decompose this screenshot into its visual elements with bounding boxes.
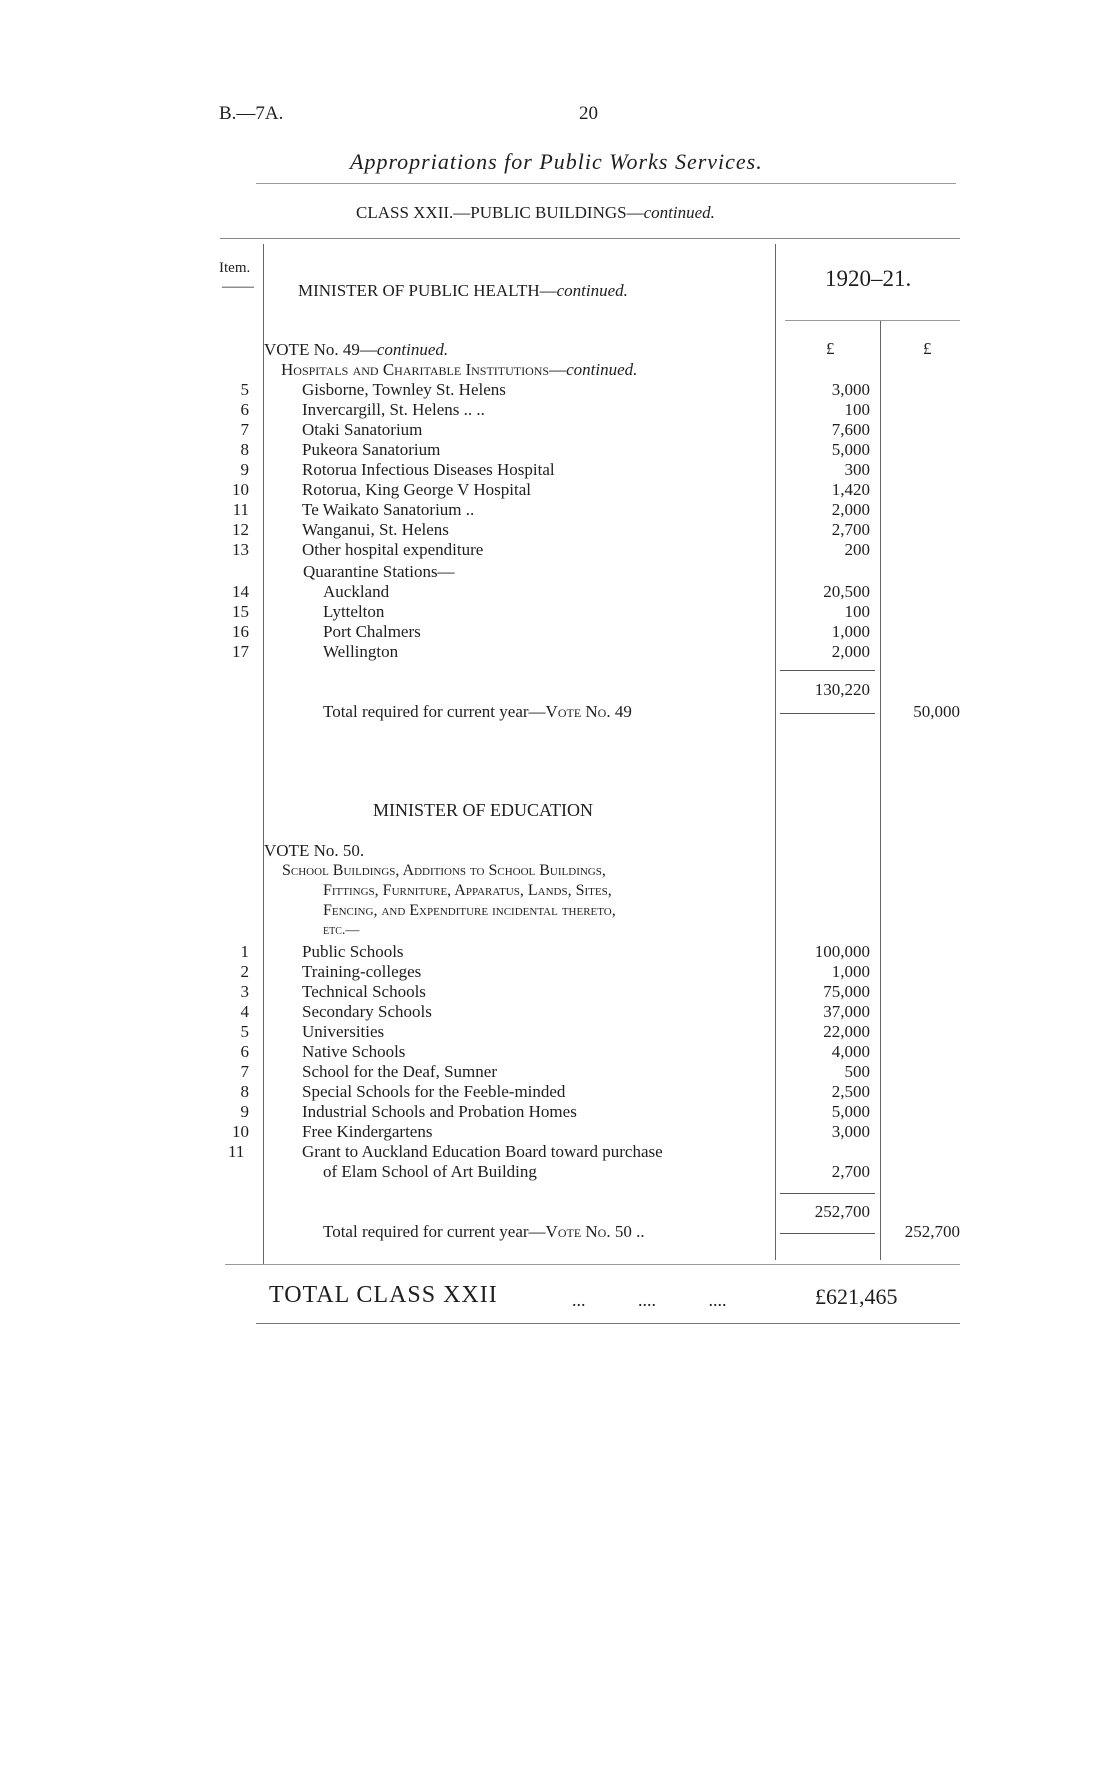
hospital-item-amount: 2,700 <box>831 520 870 539</box>
quarantine-station-item-number: 16 <box>232 622 249 641</box>
hospital-item-name: Pukeora Sanatorium <box>302 440 441 459</box>
quarantine-station-item-name: Wellington <box>323 642 399 661</box>
quarantine-station-item-name: Port Chalmers <box>323 622 421 641</box>
hospital-item-number: 11 <box>232 500 249 519</box>
education-item-number: 1 <box>240 942 249 961</box>
education-item-number: 9 <box>240 1102 249 1121</box>
hospital-item-name: Rotorua Infectious Diseases Hospital <box>302 460 555 479</box>
hospital-item-name: Te Waikato Sanatorium .. <box>302 500 475 519</box>
hospital-item-number: 8 <box>240 440 249 459</box>
hospital-item-amount: 100 <box>844 400 870 419</box>
hospital-item-number: 9 <box>240 460 249 479</box>
education-item-amount: 22,000 <box>823 1022 870 1041</box>
quarantine-station-item-amount: 1,000 <box>831 622 870 641</box>
hospital-item-amount: 3,000 <box>831 380 870 399</box>
minister-of-education-heading: MINISTER OF EDUCATION <box>373 800 593 820</box>
education-item-amount: 1,000 <box>831 962 870 981</box>
education-item-number: 4 <box>240 1002 249 1021</box>
vote-49-total-label: Total required for current year—Vote No. 49 <box>323 702 632 721</box>
grand-total-label: TOTAL CLASS XXII <box>269 1282 498 1308</box>
vote-50-total: 252,700 <box>904 1222 960 1241</box>
education-item-name: Public Schools <box>302 942 404 961</box>
hospital-item-amount: 2,000 <box>831 500 870 519</box>
education-item-amount: 500 <box>844 1062 870 1081</box>
vote-50-heading: VOTE No. 50. <box>264 841 365 860</box>
education-item-number: 3 <box>240 982 249 1001</box>
grant-item-amount: 2,700 <box>831 1162 870 1181</box>
education-item-amount: 37,000 <box>823 1002 870 1021</box>
quarantine-station-item-number: 14 <box>232 582 249 601</box>
education-item-amount: 3,000 <box>831 1122 870 1141</box>
hospital-item-amount: 5,000 <box>831 440 870 459</box>
education-subheading-4: etc.— <box>323 923 360 938</box>
currency-symbol-right: £ <box>923 339 932 358</box>
grant-item-number: 11 <box>228 1142 245 1161</box>
education-item-amount: 2,500 <box>831 1082 870 1101</box>
education-item-name: Native Schools <box>302 1042 406 1061</box>
hospital-item-amount: 200 <box>844 540 870 559</box>
hospital-item-number: 7 <box>240 420 249 439</box>
education-item-name: Secondary Schools <box>302 1002 432 1021</box>
quarantine-station-item-name: Lyttelton <box>323 602 385 621</box>
education-item-name: Free Kindergartens <box>302 1122 433 1141</box>
hospital-item-name: Gisborne, Townley St. Helens <box>302 380 506 399</box>
education-subheading-1: School Buildings, Additions to School Buildings, <box>282 862 606 879</box>
currency-symbol-left: £ <box>826 339 835 358</box>
hospital-item-name: Other hospital expenditure <box>302 540 484 559</box>
education-item-number: 7 <box>240 1062 249 1081</box>
education-item-amount: 5,000 <box>831 1102 870 1121</box>
education-item-name: Universities <box>302 1022 385 1041</box>
quarantine-stations-heading: Quarantine Stations— <box>303 562 455 581</box>
quarantine-station-item-name: Auckland <box>323 582 390 601</box>
hospital-item-amount: 7,600 <box>831 420 870 439</box>
page-number: 20 <box>579 103 598 124</box>
grand-total-amount: £621,465 <box>815 1284 898 1309</box>
education-item-name: Special Schools for the Feeble-minded <box>302 1082 566 1101</box>
vote-49-total: 50,000 <box>913 702 960 721</box>
minister-of-public-health-heading: MINISTER OF PUBLIC HEALTH—continued. <box>298 281 628 300</box>
amount-column-rule-right <box>880 320 881 1260</box>
hospital-item-name: Rotorua, King George V Hospital <box>302 480 532 499</box>
hospital-item-number: 10 <box>232 480 249 499</box>
education-item-amount: 4,000 <box>831 1042 870 1061</box>
hospital-item-number: 6 <box>240 400 249 419</box>
hospital-item-number: 12 <box>232 520 249 539</box>
table-bottom-rule <box>225 1264 960 1265</box>
quarantine-station-item-amount: 2,000 <box>831 642 870 661</box>
page-title: Appropriations for Public Works Services. <box>350 149 763 174</box>
header-bottom-rule <box>785 320 960 321</box>
grand-total-rule <box>256 1323 960 1324</box>
hospital-item-name: Otaki Sanatorium <box>302 420 423 439</box>
grand-total-dots: ... .... .... <box>572 1290 727 1310</box>
education-item-number: 6 <box>240 1042 249 1061</box>
vote-50-subtotal-rule <box>780 1193 875 1194</box>
title-rule <box>256 183 956 184</box>
quarantine-station-item-number: 15 <box>232 602 249 621</box>
document-reference: B.—7A. <box>219 103 284 124</box>
grant-item-line-2: of Elam School of Art Building <box>323 1162 537 1181</box>
table-top-rule <box>220 238 960 239</box>
education-subheading-3: Fencing, and Expenditure incidental thereto, <box>323 902 616 919</box>
quarantine-station-item-amount: 20,500 <box>823 582 870 601</box>
education-item-number: 5 <box>240 1022 249 1041</box>
hospital-item-name: Wanganui, St. Helens <box>302 520 449 539</box>
vote-49-heading: VOTE No. 49—continued. <box>264 340 449 359</box>
education-item-number: 8 <box>240 1082 249 1101</box>
vote-49-subtotal-rule <box>780 670 875 671</box>
vote-49-subtotal: 130,220 <box>814 680 870 699</box>
hospital-item-number: 5 <box>240 380 249 399</box>
class-heading: CLASS XXII.—PUBLIC BUILDINGS—continued. <box>356 203 715 222</box>
education-item-name: Technical Schools <box>302 982 426 1001</box>
item-column-rule <box>263 244 264 1264</box>
education-item-name: Training-colleges <box>302 962 422 981</box>
quarantine-station-item-amount: 100 <box>844 602 870 621</box>
education-item-amount: 100,000 <box>814 942 870 961</box>
year-column-header: 1920–21. <box>825 266 912 291</box>
education-item-number: 2 <box>240 962 249 981</box>
hospital-item-number: 13 <box>232 540 249 559</box>
hospitals-subheading: Hospitals and Charitable Institutions—continued. <box>281 360 638 379</box>
quarantine-station-item-number: 17 <box>232 642 249 661</box>
education-item-amount: 75,000 <box>823 982 870 1001</box>
grant-item-line-1: Grant to Auckland Education Board toward purchase <box>302 1142 663 1161</box>
hospital-item-amount: 1,420 <box>831 480 870 499</box>
education-item-number: 10 <box>232 1122 249 1141</box>
vote-50-subtotal: 252,700 <box>814 1202 870 1221</box>
education-subheading-2: Fittings, Furniture, Apparatus, Lands, Sites, <box>323 882 612 899</box>
item-header-dash: —— <box>222 278 254 295</box>
education-item-name: Industrial Schools and Probation Homes <box>302 1102 577 1121</box>
vote-50-total-label: Total required for current year—Vote No. 50 .. <box>323 1222 645 1241</box>
item-column-header: Item. <box>219 260 251 276</box>
hospital-item-name: Invercargill, St. Helens .. .. <box>302 400 485 419</box>
hospital-item-amount: 300 <box>844 460 870 479</box>
education-item-name: School for the Deaf, Sumner <box>302 1062 497 1081</box>
